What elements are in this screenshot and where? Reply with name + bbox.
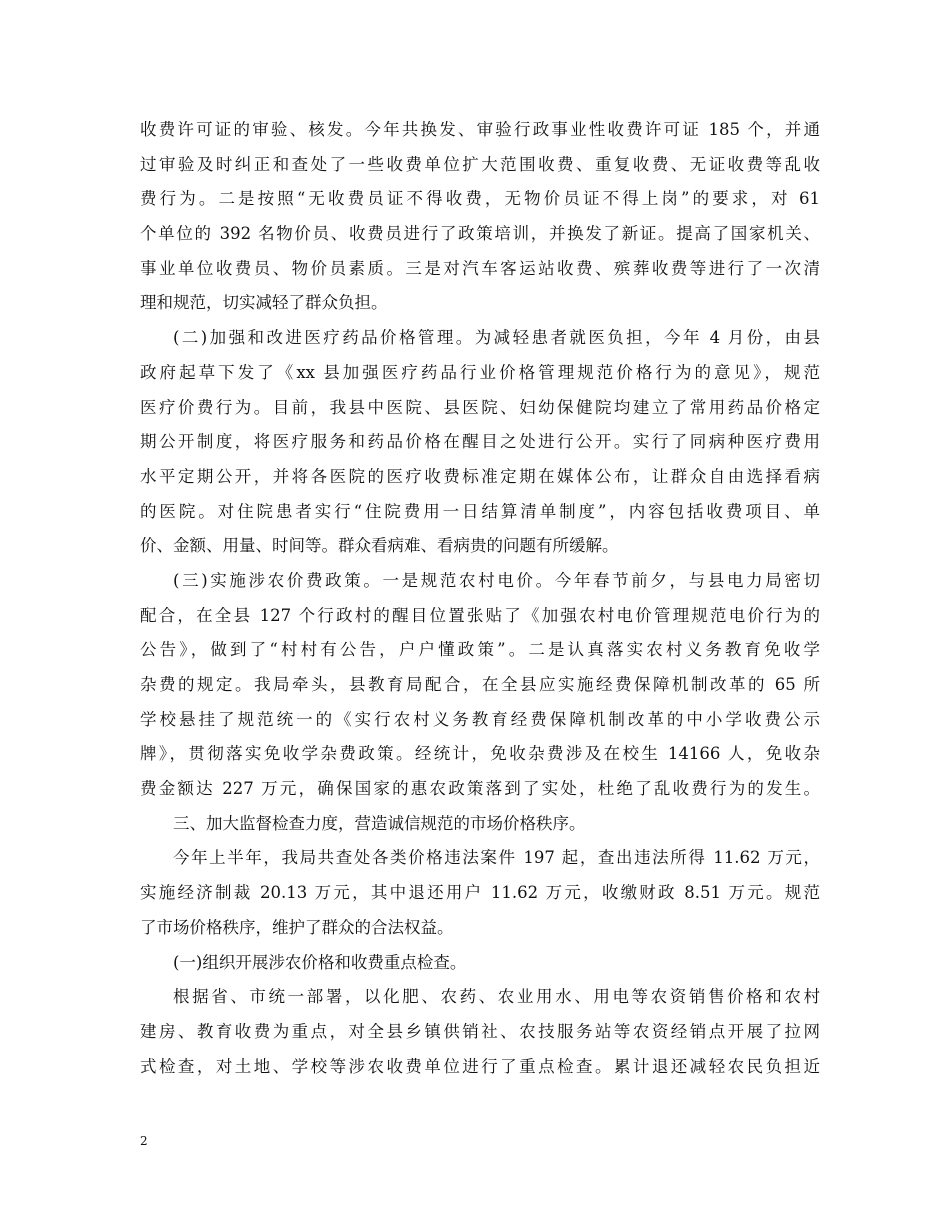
document-body xyxy=(140,113,820,1084)
text-line: 了市场价格秩序，维护了群众的合法权益。 xyxy=(140,917,454,937)
text-line: 学校悬挂了规范统一的《实行农村义务教育经费保障机制改革的中小学收费公示 xyxy=(140,709,820,729)
text-line: 医疗价费行为。目前，我县中医院、县医院、妇幼保健院均建立了常用药品价格定 xyxy=(140,397,820,417)
text-line: (二)加强和改进医疗药品价格管理。为减轻患者就医负担，今年 4 月份，由县 xyxy=(173,328,820,348)
text-line: 式检查，对土地、学校等涉农收费单位进行了重点检查。累计退还减轻农民负担近 xyxy=(140,1056,820,1076)
text-line: 建房、教育收费为重点，对全县乡镇供销社、农技服务站等农资经销点开展了拉网 xyxy=(140,1021,820,1041)
text-line: 的医院。对住院患者实行“住院费用一日结算清单制度”，内容包括收费项目、单 xyxy=(140,501,820,521)
text-line: 牌》，贯彻落实免收学杂费政策。经统计，免收杂费涉及在校生 14166 人，免收杂 xyxy=(140,744,820,764)
text-line: 费金额达 227 万元，确保国家的惠农政策落到了实处，杜绝了乱收费行为的发生。 xyxy=(140,779,820,799)
text-line: 个单位的 392 名物价员、收费员进行了政策培训，并换发了新证。提高了国家机关、 xyxy=(140,224,820,244)
text-line: 政府起草下发了《xx 县加强医疗药品行业价格管理规范价格行为的意见》，规范 xyxy=(140,362,820,382)
text-line: 公告》，做到了“村村有公告，户户懂政策”。二是认真落实农村义务教育免收学 xyxy=(140,640,820,660)
text-line: 实施经济制裁 20.13 万元，其中退还用户 11.62 万元，收缴财政 8.51 万元。规范 xyxy=(140,883,820,903)
text-line: 过审验及时纠正和查处了一些收费单位扩大范围收费、重复收费、无证收费等乱收 xyxy=(140,154,820,174)
text-line: 费行为。二是按照“无收费员证不得收费，无物价员证不得上岗”的要求，对 61 xyxy=(140,189,820,209)
text-line: 杂费的规定。我局牵头，县教育局配合，在全县应实施经费保障机制改革的 65 所 xyxy=(140,675,820,694)
text-line: 收费许可证的审验、核发。今年共换发、审验行政事业性收费许可证 185 个，并通 xyxy=(140,120,820,139)
text-line: 价、金额、用量、时间等。群众看病难、看病贵的问题有所缓解。 xyxy=(140,536,619,556)
text-line: 事业单位收费员、物价员素质。三是对汽车客运站收费、殡葬收费等进行了一次清 xyxy=(140,258,820,278)
text-line: 理和规范，切实减轻了群众负担。 xyxy=(140,293,388,313)
text-line: 期公开制度，将医疗服务和药品价格在醒目之处进行公开。实行了同病种医疗费用 xyxy=(140,432,820,452)
text-line: 三、加大监督检查力度，营造诚信规范的市场价格秩序。 xyxy=(173,813,586,833)
text-line: 根据省、市统一部署，以化肥、农药、农业用水、用电等农资销售价格和农村 xyxy=(173,987,820,1007)
text-line: 配合，在全县 127 个行政村的醒目位置张贴了《加强农村电价管理规范电价行为的 xyxy=(140,605,820,625)
text-line: (三)实施涉农价费政策。一是规范农村电价。今年春节前夕，与县电力局密切 xyxy=(173,570,820,590)
text-line: (一)组织开展涉农价格和收费重点检查。 xyxy=(173,952,467,972)
page-number: 2 xyxy=(140,1134,148,1148)
text-line: 水平定期公开，并将各医院的医疗收费标准定期在媒体公布，让群众自由选择看病 xyxy=(140,466,820,486)
text-line: 今年上半年，我局共查处各类价格违法案件 197 起，查出违法所得 11.62 万元， xyxy=(173,848,820,868)
